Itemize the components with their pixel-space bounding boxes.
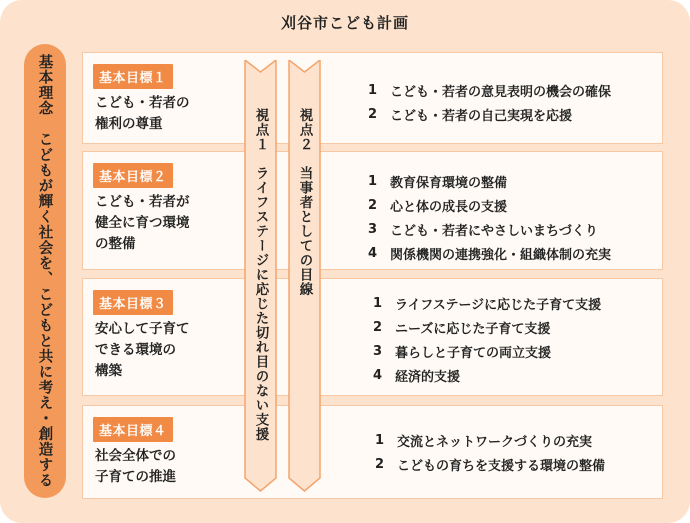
- goal-items: [368, 78, 611, 126]
- goal-items: [375, 428, 605, 476]
- item-number: 3: [368, 221, 378, 237]
- list-item: [368, 241, 611, 265]
- goal-badge: 基本目標１: [93, 64, 173, 89]
- goal-row-4: [82, 405, 663, 499]
- viewpoint-arrow-1: [244, 60, 277, 492]
- goal-text: 社会全体での 子育ての推進: [95, 448, 176, 485]
- goal-row-1: [82, 52, 663, 144]
- goal-text: こども・若者の 権利の尊重: [95, 95, 190, 132]
- goal-badge: 基本目標３: [93, 290, 173, 315]
- item-label: 暮らしと子育ての両立支援: [395, 345, 552, 361]
- item-label: 交流とネットワークづくりの充実: [397, 434, 593, 450]
- viewpoint-label: 視点１ ライフステージに応じた切れ目のない支援: [252, 108, 269, 442]
- basic-principle-pill: [24, 44, 66, 498]
- list-item: [368, 217, 611, 241]
- list-item: [373, 315, 601, 339]
- item-number: 1: [373, 295, 383, 311]
- item-number: 2: [373, 319, 383, 335]
- basic-principle-text: 基本理念 こどもが輝く社会を、こどもと共に考え・創造する: [36, 54, 53, 488]
- goal-items: [368, 169, 611, 265]
- list-item: [375, 452, 605, 476]
- item-number: 4: [373, 367, 383, 383]
- item-number: 2: [368, 197, 378, 213]
- goal-badge: 基本目標４: [93, 417, 173, 442]
- item-number: 2: [375, 456, 385, 472]
- goal-row-2: [82, 151, 663, 270]
- goal-row-3: [82, 278, 663, 396]
- goal-text: こども・若者が 健全に育つ環境 の整備: [95, 194, 190, 252]
- item-label: ライフステージに応じた子育て支援: [395, 297, 602, 313]
- item-label: こども・若者の意見表明の機会の確保: [390, 84, 612, 100]
- item-label: こども・若者にやさしいまちづくり: [390, 223, 598, 239]
- item-number: 1: [368, 82, 378, 98]
- item-number: 1: [375, 432, 385, 448]
- item-number: 3: [373, 343, 383, 359]
- item-label: こどもの育ちを支援する環境の整備: [397, 458, 606, 474]
- goal-badge: 基本目標２: [93, 163, 173, 188]
- item-label: 心と体の成長の支援: [390, 199, 508, 215]
- item-label: ニーズに応じた子育て支援: [395, 321, 551, 337]
- item-label: こども・若者の自己実現を応援: [390, 108, 573, 124]
- goal-items: [373, 291, 601, 387]
- item-label: 関係機関の連携強化・組織体制の充実: [390, 247, 612, 263]
- list-item: [373, 339, 601, 363]
- list-item: [368, 169, 611, 193]
- list-item: [368, 78, 611, 102]
- list-item: [375, 428, 605, 452]
- list-item: [368, 193, 611, 217]
- list-item: [373, 291, 601, 315]
- item-number: 4: [368, 245, 378, 261]
- item-number: 2: [368, 106, 378, 122]
- item-number: 1: [368, 173, 378, 189]
- goal-text: 安心して子育て できる環境の 構築: [95, 321, 190, 379]
- viewpoint-label: 視点２ 当事者としての目線: [296, 108, 313, 297]
- item-label: 教育保育環境の整備: [390, 175, 508, 191]
- page-title: 刈谷市こども計画: [280, 14, 409, 32]
- list-item: [373, 363, 601, 387]
- list-item: [368, 102, 611, 126]
- viewpoint-arrow-2: [288, 60, 321, 492]
- item-label: 経済的支援: [395, 369, 461, 385]
